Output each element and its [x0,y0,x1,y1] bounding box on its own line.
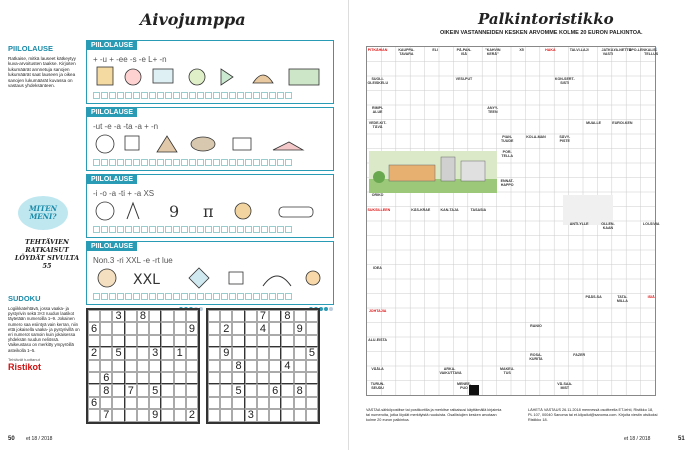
sudoku-heading: SUDOKU [8,294,41,303]
crossword-clue: "KAHVIN KERÄ" [485,48,501,56]
solutions-note: TEHTÄVIEN RATKAISUT LÖYDÄT SIVULTA 55 [14,238,80,270]
crossword-clue: SÄVY-PISTE [559,135,571,143]
crossword-grid[interactable] [366,46,660,396]
sudoku-cell[interactable] [281,335,293,347]
sudoku-cell[interactable] [161,347,173,359]
sudoku-cell[interactable] [174,310,186,322]
answer-boxes[interactable] [93,159,292,166]
answer-boxes[interactable] [93,226,292,233]
rebus-intro [8,44,84,88]
crossword-clue: TATA-MILLA [616,294,628,303]
sudoku-cell[interactable] [112,397,124,409]
sudoku-cell[interactable] [137,372,149,384]
sudoku-cell[interactable] [281,347,293,359]
sudoku-cell[interactable] [281,322,293,334]
sudoku-cell[interactable] [88,372,100,384]
crossword-clue: X5 [519,48,524,52]
sudoku-cell[interactable] [112,335,124,347]
sudoku-cell[interactable]: 8 [137,310,149,322]
sudoku-cell[interactable] [269,335,281,347]
sudoku-cell[interactable] [220,310,232,322]
crossword-clue: JATKU-VASTI [601,48,615,56]
sudoku-cell[interactable] [125,360,137,372]
sudoku-cell[interactable] [208,310,220,322]
rebus-box-label: PIILOLAUSE [87,108,137,117]
crossword-clue: ROSA-KURITA [529,352,543,361]
sudoku-cell[interactable] [186,397,198,409]
sudoku-cell[interactable] [220,360,232,372]
sudoku-cell[interactable] [269,372,281,384]
sudoku-cell[interactable] [149,372,161,384]
sudoku-cell[interactable] [306,397,318,409]
sudoku-cell[interactable]: 3 [245,409,257,421]
crossword-clue: OLLEN-KAAN [601,222,615,230]
sudoku-grid-1[interactable] [86,308,200,424]
sudoku-cell[interactable]: 7 [100,409,112,421]
sudoku-cell[interactable] [245,310,257,322]
sudoku-cell[interactable] [294,360,306,372]
sudoku-cell[interactable] [149,322,161,334]
rebus-box-label: PIILOLAUSE [87,175,137,184]
sudoku-cell[interactable] [220,372,232,384]
sudoku-cell[interactable] [100,335,112,347]
page-gutter [348,0,349,450]
svg-text:9: 9 [169,202,180,221]
crossword-clue: KALIS-TELLUS [644,48,659,56]
sudoku-cell[interactable] [232,347,244,359]
answer-boxes[interactable] [93,92,292,99]
city-illustration [369,151,497,193]
sudoku-cell[interactable]: 7 [125,384,137,396]
crossword-clue: PITKÄHIAN [367,48,388,52]
sudoku-cell[interactable] [112,409,124,421]
sudoku-cell[interactable] [269,409,281,421]
sudoku-cell[interactable] [125,372,137,384]
sudoku-cell[interactable] [257,360,269,372]
sponsor-small: Tehtävät tuottanut [8,356,40,362]
sudoku-cell[interactable]: 6 [100,372,112,384]
rebus-box-3 [86,174,334,238]
svg-text:XXL: XXL [133,272,160,288]
left-page-title: Aivojumppa [140,10,246,29]
sudoku-cell[interactable]: 6 [88,322,100,334]
sudoku-cell[interactable] [174,335,186,347]
sudoku-cell[interactable] [245,347,257,359]
rebus-illustration-2 [93,132,329,156]
sudoku-cell[interactable] [306,384,318,396]
crossword-clue: SUOLI-OLEISKELU [367,77,389,85]
sudoku-cell[interactable] [208,372,220,384]
sudoku-cell[interactable] [137,397,149,409]
sudoku-cell[interactable]: 2 [88,347,100,359]
crossword-clue: ORIKO [371,193,384,197]
sudoku-cell[interactable] [112,372,124,384]
sudoku-cell[interactable] [149,310,161,322]
sudoku-cell[interactable] [220,397,232,409]
rebus-illustration-3 [93,199,329,223]
crossword-clue: FAZER [573,352,586,357]
sudoku-cell[interactable] [174,384,186,396]
rebus-picture: Non.3 -ri XXL -e -rt lue [93,256,173,265]
sudoku-cell[interactable] [257,397,269,409]
sudoku-cell[interactable] [257,347,269,359]
sudoku-cell[interactable] [186,372,198,384]
sudoku-cell[interactable] [208,322,220,334]
sudoku-cell[interactable]: 8 [100,384,112,396]
crossword-clue: MENEE-PUO [456,381,471,390]
crossword-clue: LOI-SIVIA [642,222,660,226]
rebus-box-4 [86,241,334,305]
sudoku-cell[interactable] [125,409,137,421]
sudoku-cell[interactable] [208,397,220,409]
crossword-clue: VESI-PUT [455,77,473,81]
sudoku-cell[interactable] [269,397,281,409]
rebus-box-2 [86,107,334,171]
sudoku-cell[interactable]: 8 [281,310,293,322]
sudoku-cell[interactable] [306,372,318,384]
crossword-clue: ALU-EISTA [368,338,388,342]
crossword-clue: PIAN-TUUDE [500,135,514,143]
sudoku-cell[interactable]: 9 [220,347,232,359]
sudoku-cell[interactable] [88,409,100,421]
crossword-clue: YA-NETTÄ [613,48,632,52]
rebus-box-1 [86,40,334,104]
right-page-number: 51 [678,436,685,442]
crossword-clue: KON-SERT-SISTI [554,77,575,85]
sudoku-cell[interactable] [294,409,306,421]
crossword-clue: KAUPPA-TAVARA [398,48,415,56]
crossword-clue: ANYY-TEEN [487,106,499,114]
sudoku-cell[interactable] [245,360,257,372]
sudoku-cell[interactable]: 8 [294,384,306,396]
answer-instructions: VASTAA sähköpostitse tai postikortilla ja merkitse ratkaisusi käyttämällä kirjaimia tai numeroita, jotka löydät merkityistä ruuduista. Osallistujien kesken arvotaan kolme 20 euron palkintoa. [366,408,502,422]
crossword-clue: VÄ-SAA-MIST [557,381,573,390]
right-page-title: Palkintoristikko [478,10,614,28]
crossword-clue: SUKSILLEEN [367,207,391,212]
sudoku-cell[interactable] [186,360,198,372]
crossword-clue: VEDE-KIT-TÄVÄ [368,120,387,129]
sudoku-cell[interactable] [245,397,257,409]
miten-meni-bubble: MITEN MENI? [18,196,68,230]
crossword-clue: RIMPI-ALUE [371,106,384,114]
sudoku-cell[interactable] [245,335,257,347]
crossword-clue: TASASIA [470,207,487,212]
crossword-clue: ANTI-YLLE [569,222,589,226]
crossword-clue: OPO-LEN [628,48,645,52]
sudoku-cell[interactable] [269,322,281,334]
sudoku-cell[interactable] [174,372,186,384]
sudoku-cell[interactable]: 7 [257,310,269,322]
sudoku-cell[interactable]: 5 [232,384,244,396]
sudoku-cell[interactable] [112,322,124,334]
sudoku-cell[interactable] [149,397,161,409]
sudoku-cell[interactable] [294,347,306,359]
sudoku-cell[interactable] [161,384,173,396]
sponsor-logo: Ristikot [8,361,42,372]
sudoku-cell[interactable] [306,335,318,347]
rebus-picture: -ut -e -a -ta -a + -n [93,122,159,131]
left-page-number: 50 [8,436,15,442]
sudoku-cell[interactable]: 2 [220,322,232,334]
sudoku-cell[interactable] [269,310,281,322]
sudoku-cell[interactable]: 5 [149,384,161,396]
sudoku-cell[interactable] [245,372,257,384]
sudoku-cell[interactable] [186,335,198,347]
sudoku-cell[interactable] [257,409,269,421]
sudoku-cell[interactable] [232,310,244,322]
sudoku-cell[interactable] [232,397,244,409]
svg-text:π: π [203,202,214,221]
crossword-clue: EUROI-KEN [612,120,633,125]
sudoku-cell[interactable] [186,384,198,396]
sudoku-cell[interactable] [161,360,173,372]
sudoku-cell[interactable] [88,335,100,347]
sudoku-cell[interactable] [294,335,306,347]
sudoku-cell[interactable] [125,322,137,334]
sudoku-cell[interactable] [208,360,220,372]
rebus-picture: -i -o -a -ti + -a XS [93,189,155,198]
sudoku-cell[interactable] [100,310,112,322]
right-page-subtitle: OIKEIN VASTANNEIDEN KESKEN ARVOMME KOLME 20 EURON PALKINTOA. [440,30,643,36]
sudoku-cell[interactable]: 2 [186,409,198,421]
rebus-illustration-1 [93,65,329,89]
sudoku-cell[interactable] [257,384,269,396]
sudoku-cell[interactable] [281,409,293,421]
crossword-clue: ELI [432,48,438,52]
puzzle-image [563,195,613,225]
sudoku-cell[interactable] [174,397,186,409]
sudoku-cell[interactable] [125,335,137,347]
sudoku-cell[interactable] [174,360,186,372]
sudoku-cell[interactable] [232,372,244,384]
rebus-heading: PIILOLAUSE [8,44,54,53]
sudoku-cell[interactable] [100,322,112,334]
sudoku-cell[interactable] [306,310,318,322]
rebus-illustration-4 [93,266,329,290]
send-instructions: LÄHETÄ VASTAUS 26.11.2018 mennessä osoitteella ET-lehti, Ristikko 18, PL 107, 00040 Sanoma tai et.kilpailut@sanoma.com. Kirjoita viestin otsikoksi Ristikko 18. [528,408,658,422]
sudoku-cell[interactable] [257,372,269,384]
sudoku-cell[interactable]: 9 [294,322,306,334]
crossword-clue: ENNAT-HAPPO [500,178,514,187]
sudoku-cell[interactable] [149,360,161,372]
sudoku-cell[interactable] [245,322,257,334]
crossword-clue: ISIÄ [647,294,655,299]
sudoku-cell[interactable]: 9 [149,409,161,421]
sudoku-cell[interactable] [294,372,306,384]
crossword-clue: ARKA-VAIKUTTAVA [439,367,462,375]
crossword-clue: IDEA [373,265,382,270]
sudoku-cell[interactable] [161,409,173,421]
sudoku-cell[interactable] [161,322,173,334]
sudoku-cell[interactable] [161,397,173,409]
sudoku-cell[interactable] [149,335,161,347]
crossword-clue: MUALLE [586,120,602,125]
crossword-clue: KOLA-MAN [526,135,546,139]
sudoku-cell[interactable] [232,322,244,334]
sudoku-cell[interactable] [137,384,149,396]
crossword-clue: JOHTAJIA [368,309,387,313]
crossword-clue: PÄ-PAN-ISÄ [456,48,472,56]
sudoku-cell[interactable] [257,335,269,347]
sudoku-cell[interactable]: 3 [149,347,161,359]
sudoku-cell[interactable] [245,384,257,396]
sudoku-cell[interactable] [208,347,220,359]
sudoku-cell[interactable] [220,384,232,396]
sudoku-cell[interactable] [208,409,220,421]
sudoku-cell[interactable] [137,409,149,421]
sudoku-cell[interactable] [281,397,293,409]
sudoku-cell[interactable] [208,384,220,396]
sudoku-cell[interactable] [269,360,281,372]
sudoku-cell[interactable]: 3 [112,310,124,322]
sudoku-cell[interactable] [88,360,100,372]
sudoku-cell[interactable] [174,409,186,421]
sudoku-cell[interactable] [137,322,149,334]
right-footer: et 18 / 2018 [624,436,651,442]
crossword-clue: TALVI-LAJI [569,48,589,52]
sudoku-cell[interactable] [174,322,186,334]
sudoku-cell[interactable] [294,397,306,409]
sudoku-cell[interactable] [161,335,173,347]
sudoku-cell[interactable] [125,347,137,359]
crossword-clue: PÄÄS-SA [585,294,602,299]
sudoku-cell[interactable] [161,372,173,384]
sudoku-cell[interactable] [112,360,124,372]
sudoku-cell[interactable] [88,384,100,396]
sudoku-cell[interactable] [88,310,100,322]
sudoku-cell[interactable] [100,397,112,409]
sudoku-cell[interactable] [306,322,318,334]
sudoku-cell[interactable] [306,360,318,372]
sudoku-cell[interactable] [208,335,220,347]
crossword-clue: RANIO [530,323,542,328]
sudoku-cell[interactable] [137,335,149,347]
sudoku-grid-2[interactable] [206,308,320,424]
sudoku-cell[interactable] [100,347,112,359]
left-footer: et 18 / 2018 [26,436,53,442]
sudoku-cell[interactable]: 6 [88,397,100,409]
sudoku-cell[interactable] [306,409,318,421]
sudoku-cell[interactable]: 5 [112,347,124,359]
sudoku-cell[interactable] [100,360,112,372]
sudoku-cell[interactable] [281,372,293,384]
sudoku-cell[interactable] [137,360,149,372]
sudoku-cell[interactable] [232,335,244,347]
rebus-text: Ratkaise, mitkä lauseet kätkeytyy kuva-arvoitusten taakse. Kirjoiten lukumäärät annnetuja sanojen lukumäärät saat lauseen ja oikea sanojen lukumäärät kuvassa on vastaus yhdeksänteen. [8,56,76,89]
crossword-clue: HAKA [545,48,556,52]
crossword-clue: KAN-TAJA [440,207,459,212]
sudoku-cell[interactable] [269,347,281,359]
sudoku-cell[interactable] [125,310,137,322]
sudoku-cell[interactable] [186,310,198,322]
sudoku-cell[interactable]: 4 [281,360,293,372]
sudoku-cell[interactable]: 8 [232,360,244,372]
sudoku-text: Logiikkatehtävä, jossa vaaka- ja pystyrivin sekä 3×3 ruudun laatikot täytetään numeroilla 1–9. Jokainen numero saa esiintyä vain kerran, niin että jokaisella vaaka- ja pystyrivillä on eri numerot samoin kuin jokaisessa yhdeksän ruudun neliössä. Vaikeustaso on merkitty ympyröillä asteikolla 1–5. [8,306,80,353]
crossword-clue: KÄS-KRAE [411,207,431,212]
crossword-clue: MAKEU-TUS [499,367,515,375]
sudoku-cell[interactable] [281,384,293,396]
sudoku-cell[interactable] [220,335,232,347]
sudoku-cell[interactable] [220,409,232,421]
crossword-clue: POR-TELLA [501,149,513,158]
sudoku-cell[interactable]: 6 [269,384,281,396]
sudoku-cell[interactable] [294,310,306,322]
crossword-clue: TURUN-SEUDU [370,381,385,390]
sudoku-cell[interactable]: 4 [257,322,269,334]
crossword-clue: VÄÄLA [371,367,384,371]
sudoku-cell[interactable]: 1 [174,347,186,359]
rebus-box-label: PIILOLAUSE [87,242,137,251]
sudoku-cell[interactable] [125,397,137,409]
sudoku-cell[interactable] [112,384,124,396]
sudoku-cell[interactable] [137,347,149,359]
sudoku-cell[interactable]: 5 [306,347,318,359]
sudoku-cell[interactable] [232,409,244,421]
sudoku-cell[interactable] [161,310,173,322]
sudoku-intro [8,294,82,372]
sudoku-cell[interactable] [186,347,198,359]
rebus-box-label: PIILOLAUSE [87,41,137,50]
rebus-picture: + -u + -ee -s -e L+ -n [93,55,167,64]
sudoku-cell[interactable]: 9 [186,322,198,334]
